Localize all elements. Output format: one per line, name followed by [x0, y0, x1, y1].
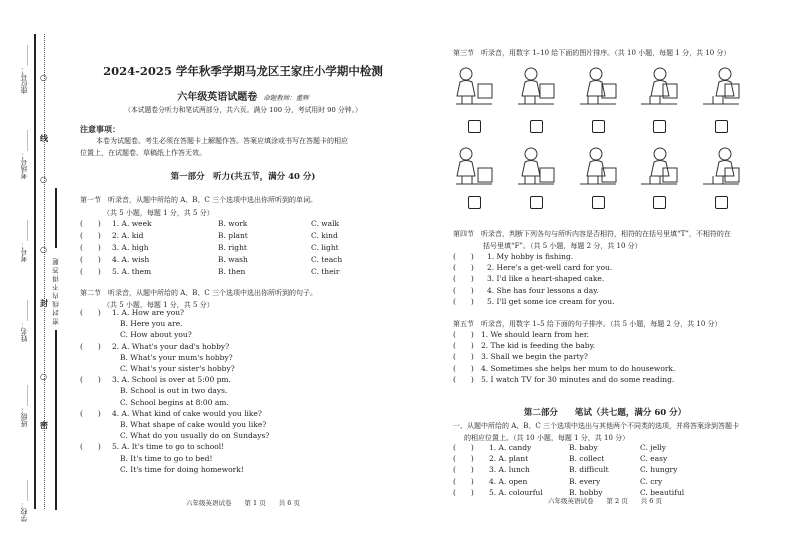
name-field[interactable]: 姓名：______: [20, 300, 28, 342]
option-a: 5. A. It's time to go to school!: [112, 442, 225, 452]
sentence: 4. She has four lessons a day.: [487, 285, 599, 295]
option-c: C. It's time for doing homework!: [120, 464, 244, 474]
answer-blank[interactable]: ( ): [453, 285, 474, 295]
option-a: 2. A. kid: [112, 231, 144, 240]
answer-blank[interactable]: ( ): [453, 363, 474, 373]
binding-margin: [0, 0, 75, 550]
answer-blank[interactable]: ( ): [453, 487, 474, 497]
section4-title: 第四节 听录音，判断下列各句与所听内容是否相符，相符的在括号里填“T”，不相符的在: [453, 230, 731, 238]
sentence: 5. I watch TV for 30 minutes and do some reading.: [481, 374, 675, 384]
question-row: [453, 262, 773, 274]
option-a: 3. A. high: [112, 243, 149, 252]
author: 命题教师：董辉: [263, 94, 309, 102]
question-row: [453, 296, 773, 308]
answer-blank[interactable]: ( ): [453, 443, 474, 452]
option-c: C. hungry: [640, 465, 678, 475]
question-row: [453, 351, 773, 363]
exam-title: 2024-2025 学年秋季学期马龙区王家庄小学期中检测: [103, 64, 383, 78]
question-row: [453, 442, 783, 454]
field-label: 姓名：: [20, 321, 28, 342]
seal-notice: 密 封 线 内 不 得 答 题: [52, 258, 60, 325]
answer-blank[interactable]: ( ): [453, 454, 474, 464]
exam-note: （本试题卷分听力和笔试两部分，共六页。满分 100 分，考试用时 90 分钟。）: [124, 106, 362, 114]
answer-blank[interactable]: ( ): [80, 231, 101, 240]
option-b: B. collect: [569, 454, 605, 464]
picture-2: [514, 64, 558, 106]
answer-blank[interactable]: ( ): [80, 341, 101, 351]
school-field[interactable]: 学校：______: [20, 480, 28, 522]
picture-1: [452, 64, 496, 106]
question-row: [453, 285, 773, 297]
sentence: 3. Shall we begin the party?: [481, 352, 588, 362]
page-footer: 六年级英语试卷 第 1 页 共 6 页: [185, 499, 301, 507]
seal-mark: 封: [40, 298, 48, 308]
field-label: 考场号：: [20, 151, 28, 179]
question-row: [453, 329, 773, 341]
question1-title-cont: 的相应位置上。（共 10 小题，每题 1 分，共 10 分）: [464, 434, 630, 442]
option-c: C. teach: [311, 255, 343, 264]
answer-blank[interactable]: ( ): [453, 465, 474, 475]
option-b: B. hobby: [569, 487, 603, 497]
room-number-field[interactable]: 考场号：______: [20, 130, 28, 179]
circle-mark: ○: [40, 73, 47, 82]
answer-blank[interactable]: ( ): [453, 252, 474, 261]
class-field[interactable]: 班级：______: [20, 385, 28, 427]
answer-blank[interactable]: ( ): [80, 308, 101, 317]
option-b: B. It's time to go to bed!: [120, 453, 213, 463]
sentence: 3. I'd like a heart-shaped cake.: [487, 274, 605, 284]
option-a: 3. A. lunch: [489, 465, 530, 475]
answer-blank[interactable]: ( ): [453, 374, 474, 384]
picture-3: [576, 64, 620, 106]
option-b: B. What shape of cake would you like?: [120, 419, 267, 429]
option-a: 2. A. What's your dad's hobby?: [112, 341, 230, 351]
option-a: 5. A. colourful: [489, 487, 543, 497]
answer-box-2[interactable]: [530, 120, 543, 133]
picture-9: [637, 144, 681, 186]
answer-blank[interactable]: ( ): [453, 274, 474, 284]
option-a: 1. A. How are you?: [112, 308, 185, 317]
question-row: [453, 251, 773, 263]
answer-blank[interactable]: ( ): [80, 408, 101, 418]
answer-blank[interactable]: ( ): [80, 219, 101, 228]
answer-blank[interactable]: ( ): [80, 267, 101, 276]
sentence: 2. Here's a get-well card for you.: [487, 263, 613, 273]
picture-7: [514, 144, 558, 186]
question-row: [453, 464, 783, 476]
option-c: C. kind: [311, 231, 338, 240]
option-c: C. light: [311, 243, 339, 252]
question-row: [80, 307, 400, 341]
answer-blank[interactable]: ( ): [453, 476, 474, 486]
answer-blank[interactable]: ( ): [453, 330, 474, 339]
option-c: C. walk: [311, 219, 340, 228]
option-c: C. What do you usually do on Sundays?: [120, 431, 270, 441]
option-b: B. right: [218, 243, 247, 252]
section1-score: （共 5 小题，每题 1 分，共 5 分）: [103, 209, 214, 217]
question-row: [453, 374, 773, 386]
option-c: C. easy: [640, 454, 668, 464]
option-c: C. beautiful: [640, 487, 685, 497]
question-row: [80, 266, 410, 278]
sentence: 5. I'll get some ice cream for you.: [487, 296, 615, 306]
picture-6: [452, 144, 496, 186]
sentence: 1. We should learn from her.: [481, 330, 589, 339]
picture-4: [637, 64, 681, 106]
answer-blank[interactable]: ( ): [453, 352, 474, 362]
part2-heading: 第二部分 笔试（共七题，满分 60 分）: [523, 408, 687, 418]
sentence: 1. My hobby is fishing.: [487, 252, 574, 261]
field-label: 座位号：: [20, 66, 28, 94]
notice-line: 位置上，在试题卷、草稿纸上作答无效。: [80, 149, 206, 157]
answer-box-10[interactable]: [715, 196, 728, 209]
field-label: 班级：: [20, 406, 28, 427]
circle-mark: ○: [40, 175, 47, 184]
part1-heading: 第一部分 听力(共五节，满分 40 分): [170, 172, 316, 182]
answer-blank[interactable]: ( ): [453, 341, 474, 351]
seal-mark: 线: [40, 133, 48, 143]
question-row: [80, 341, 400, 375]
option-b: B. wash: [218, 255, 248, 264]
option-a: 1. A. week: [112, 219, 152, 228]
section1-title: 第一节 听录音，从题中所给的 A、B、C 三个选项中选出你所听到的单词。: [80, 196, 318, 204]
answer-blank[interactable]: ( ): [453, 296, 474, 306]
exam-number-field[interactable]: 考号：______: [20, 220, 28, 262]
section4-title-cont: 括号里填“F”。（共 5 小题，每题 2 分，共 10 分）: [483, 242, 642, 250]
option-c: C. their: [311, 267, 340, 276]
notice-line: 本卷为试题卷。考生必须在答题卡上解题作答。答案应填涂或书写在答题卡的相应: [96, 137, 348, 145]
question-row: [453, 340, 773, 352]
option-a: 2. A. plant: [489, 454, 529, 464]
section2-title: 第二节 听录音，从题中所给的 A、B、C 三个选项中选出你所听到的句子。: [80, 289, 318, 297]
sentence: 2. The kid is feeding the baby.: [481, 341, 596, 351]
question-row: [80, 408, 400, 442]
option-c: C. School begins at 8:00 am.: [120, 397, 229, 407]
question-row: [80, 230, 410, 242]
sentence: 4. Sometimes she helps her mum to do housework.: [481, 363, 676, 373]
option-a: 4. A. open: [489, 476, 528, 486]
exam-subtitle: [78, 88, 408, 103]
option-b: B. baby: [569, 443, 598, 452]
answer-blank[interactable]: ( ): [80, 375, 101, 385]
picture-10: [699, 144, 743, 186]
question-row: [453, 476, 783, 488]
answer-box-9[interactable]: [653, 196, 666, 209]
answer-box-5[interactable]: [715, 120, 728, 133]
answer-box-4[interactable]: [653, 120, 666, 133]
answer-blank[interactable]: ( ): [80, 442, 101, 452]
question-row: [453, 363, 773, 375]
option-c: C. jelly: [640, 443, 667, 452]
subtitle-text: 六年级英语试题卷: [177, 92, 258, 103]
seal-dotted-line: [44, 34, 45, 509]
option-b: B. School is out in two days.: [120, 386, 228, 396]
question-row: [80, 254, 410, 266]
question-row: [80, 218, 410, 230]
circle-mark: ○: [40, 372, 47, 381]
page-footer: 六年级英语试卷 第 2 页 共 6 页: [547, 497, 663, 505]
option-b: B. then: [218, 267, 246, 276]
question-row: [80, 441, 400, 475]
notice-heading: 注意事项：: [80, 125, 120, 134]
answer-box-3[interactable]: [592, 120, 605, 133]
section5-title: 第五节 听录音，用数字 1–5 给下面的句子排序。（共 5 小题，每题 2 分，共 10 分）: [453, 320, 722, 328]
answer-box-8[interactable]: [592, 196, 605, 209]
field-label: 考号：: [20, 241, 28, 262]
question-row: [80, 242, 410, 254]
option-c: C. What's your sister's hobby?: [120, 363, 235, 373]
picture-5: [699, 64, 743, 106]
picture-8: [576, 144, 620, 186]
option-b: B. difficult: [569, 465, 609, 475]
answer-blank[interactable]: ( ): [453, 263, 474, 273]
option-b: B. work: [218, 219, 248, 228]
option-b: B. plant: [218, 231, 248, 240]
question-row: [453, 273, 773, 285]
option-b: B. What's your mum's hobby?: [120, 352, 233, 362]
answer-box-6[interactable]: [468, 196, 481, 209]
answer-box-1[interactable]: [468, 120, 481, 133]
option-a: 1. A. candy: [489, 443, 532, 452]
option-b: B. every: [569, 476, 601, 486]
option-a: 4. A. What kind of cake would you like?: [112, 408, 262, 418]
answer-blank[interactable]: ( ): [80, 243, 101, 252]
question-row: [80, 374, 400, 408]
question1-title: 一、从题中所给的 A、B、C 三个选项中选出与其他两个不同类的选项，并将答案涂到答题卡: [453, 422, 740, 430]
circle-mark: ○: [40, 245, 47, 254]
answer-blank[interactable]: ( ): [80, 255, 101, 264]
field-label: 学校：: [20, 501, 28, 522]
option-b: B. Here you are.: [120, 319, 183, 329]
option-a: 5. A. them: [112, 267, 152, 276]
answer-box-7[interactable]: [530, 196, 543, 209]
option-c: C. How about you?: [120, 330, 192, 340]
seat-number-field[interactable]: 座位号：______: [20, 45, 28, 94]
section3-title: 第三节 听录音，用数字 1–10 给下面的图片排序。（共 10 小题，每题 1 分，共 10 分）: [453, 49, 731, 57]
option-a: 4. A. wish: [112, 255, 150, 264]
seal-mark: 密: [40, 420, 48, 430]
question-row: [453, 453, 783, 465]
option-a: 3. A. School is over at 5:00 pm.: [112, 375, 231, 385]
section2-score: （共 5 小题，每题 1 分，共 5 分）: [103, 301, 214, 309]
margin-line: [55, 330, 57, 510]
margin-line: [34, 34, 36, 509]
option-c: C. cry: [640, 476, 663, 486]
